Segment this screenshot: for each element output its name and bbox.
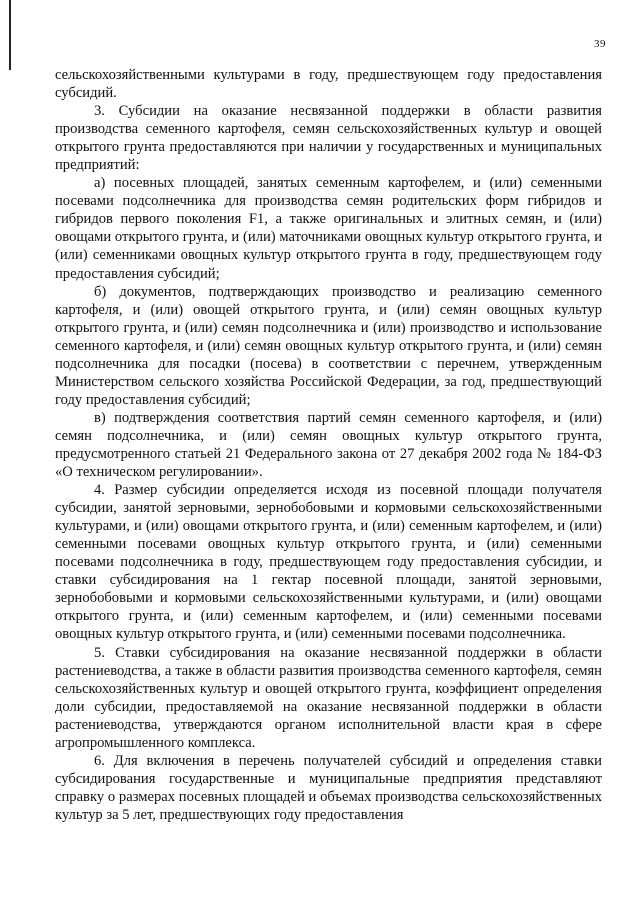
paragraph-3v: в) подтверждения соответствия партий семян семенного картофеля, и (или) семян подсолнечника, и (или) семян овощных культур открытого грунта, предусмотренного статьей 21 Федерального закона от 27 декабря 2002 года № 184-ФЗ «О техническом регулировании». [55, 409, 602, 481]
page-number: 39 [594, 38, 606, 50]
margin-line [9, 0, 11, 70]
paragraph-5: 5. Ставки субсидирования на оказание несвязанной поддержки в области растениеводства, а также в области развития производства семенного картофеля, семян сельскохозяйственных культур и овощей открытого грунта, коэффициент определения доли субсидии, предоставляемой на оказание несвязанной поддержки в области растениеводства, утверждаются органом исполнительной власти края в сфере агропромышленного комплекса. [55, 644, 602, 751]
paragraph-4: 4. Размер субсидии определяется исходя из посевной площади получателя субсидии, занятой зерновыми, зернобобовыми и кормовыми сельскохозяйственными культурами, и (или) овощами открытого грунта, и (или) семенным картофелем, и (или) семенными посевами овощных культур открытого грунта, и (или) семенными посевами подсолнечника в году, предшествующем году предоставления субсидии, и ставки субсидирования на 1 гектар посевной площади, занятой зерновыми, зернобобовыми и кормовыми сельскохозяйственными культурами, и (или) овощами открытого грунта, и (или) семенным картофелем, и (или) семенными посевами овощных культур открытого грунта, и (или) семенными посевами подсолнечника. [55, 482, 602, 643]
paragraph-continuation: сельскохозяйственными культурами в году, предшествующем году предоставления субсидий. [55, 67, 602, 102]
paragraph-3b: б) документов, подтверждающих производство и реализацию семенного картофеля, и (или) овощей открытого грунта, и (или) семян овощных культур открытого грунта, и (или) семян подсолнечника и (или) производство и использование семенного картофеля, и (или) семян овощных культур открытого грунта, и (или) семян подсолнечника для посадки (посева) в соответствии с перечнем, утвержденным Министерством сельского хозяйства Российской Федерации, за год, предшествующий году предоставления субсидий; [55, 283, 602, 408]
document-body [55, 66, 602, 824]
paragraph-3a: а) посевных площадей, занятых семенным картофелем, и (или) семенными посевами подсолнечника для производства семян родительских форм гибридов и гибридов первого поколения F1, а также оригинальных и элитных семян, и (или) овощами открытого грунта, и (или) маточниками овощных культур открытого грунта, и (или) семенниками овощных культур открытого грунта в году, предшествующем году предоставления субсидий; [55, 175, 602, 282]
paragraph-6: 6. Для включения в перечень получателей субсидий и определения ставки субсидирования государственные и муниципальные предприятия представляют справку о размерах посевных площадей и объемах производства сельскохозяйственных культур за 5 лет, предшествующих году предоставления [55, 752, 602, 823]
paragraph-3: 3. Субсидии на оказание несвязанной поддержки в области развития производства семенного картофеля, семян сельскохозяйственных культур и овощей открытого грунта предоставляются при наличии у государственных и муниципальных предприятий: [55, 103, 602, 174]
